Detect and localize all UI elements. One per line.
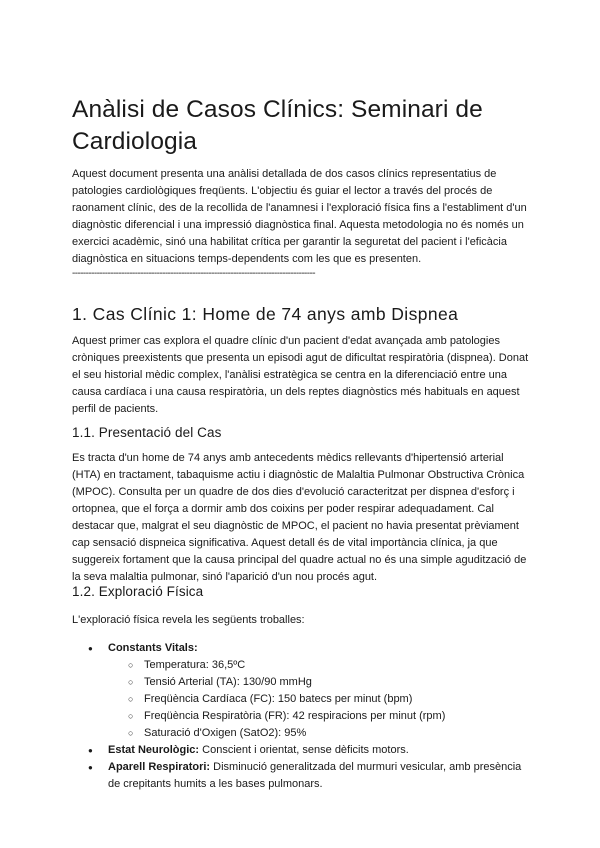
list-item-respiratory (72, 759, 530, 793)
vital-oxygen-saturation: ○ Saturació d'Oxigen (SatO2): 95% (108, 725, 530, 742)
vitals-label: Constants Vitals: (108, 642, 198, 654)
respiratory-label: Aparell Respiratori: (108, 761, 211, 773)
vital-blood-pressure: ○ Tensió Arterial (TA): 130/90 mmHg (108, 674, 530, 691)
vital-heart-rate: ○ Freqüència Cardíaca (FC): 150 batecs per minut (bpm) (108, 691, 530, 708)
vitals-list (108, 657, 530, 742)
subsection-1-2-heading: 1.2. Exploració Física (72, 584, 204, 599)
intro-paragraph: Aquest document presenta una anàlisi detallada de dos casos clínics representatius de patologies cardiològiques freqüents. L'objectiu és guiar el lector a través del procés de raonament clínic, des de la recollida de l'anamnesi i l'exploració física fins a l'establiment d'un diagnòstic diferencial i una impressió diagnòstica final. Aquesta metodologia no és només un exercici acadèmic, sinó una habilitat crítica per garantir la seguretat del pacient i l'eficàcia diagnòstica en situacions temps-dependents com les que es presenten. (72, 168, 527, 265)
subsection-1-1-text: Es tracta d'un home de 74 anys amb antecedents mèdics rellevants d'hipertensió arterial (HTA) en tractament, tabaquisme actiu i diagnòstic de Malaltia Pulmonar Obstructiva Crònica (MPOC). Consulta per un quadre de dos dies d'evolució caracteritzat per dispnea d'esforç i ortopnea, que el força a dormir amb dos coixins per poder respirar adequadament. Cal destacar que, malgrat el seu diagnòstic de MPOC, el pacient no havia presentat prèviament cap sensació dispneica significativa. Aquest detall és de vital importància clínica, ja que suggereix fortament que la causa principal del quadre actual no és una simple agudització de la seva malaltia pulmonar, sinó l'aparició d'un nou procés agut. (72, 452, 527, 583)
section-1-intro: Aquest primer cas explora el quadre clínic d'un pacient d'edat avançada amb patologies cròniques preexistents que presenta un episodi agut de dificultat respiratòria (dispnea). Donat el seu historial mèdic complex, l'anàlisi estratègica se centra en la diferenciació entre una causa cardíaca i una causa respiratòria, un dels reptes diagnòstics més habituals en aquest perfil de pacients. (72, 335, 529, 415)
respiratory-text: Disminució generalitzada del murmuri vesicular, amb presència de crepitants humits a les bases pulmonars. (108, 761, 522, 790)
page-title: Anàlisi de Casos Clínics: Seminari de Cardiologia (72, 96, 483, 155)
vital-temperature: ○ Temperatura: 36,5ºC (108, 657, 530, 674)
subsection-1-1-heading: 1.1. Presentació del Cas (72, 425, 222, 440)
separator-line: ----------------------------------------------------------------------------------------- (72, 268, 315, 279)
list-item-vitals (72, 640, 530, 742)
vital-respiratory-rate: ○ Freqüència Respiratòria (FR): 42 respiracions per minut (rpm) (108, 708, 530, 725)
findings-list (72, 640, 530, 793)
neuro-text: Conscient i orientat, sense dèficits motors. (199, 744, 409, 756)
neuro-label: Estat Neurològic: (108, 744, 200, 756)
section-1-heading: 1. Cas Clínic 1: Home de 74 anys amb Dispnea (72, 304, 459, 324)
exploration-intro: L'exploració física revela les següents troballes: (72, 614, 305, 626)
list-item-neuro (72, 742, 530, 759)
